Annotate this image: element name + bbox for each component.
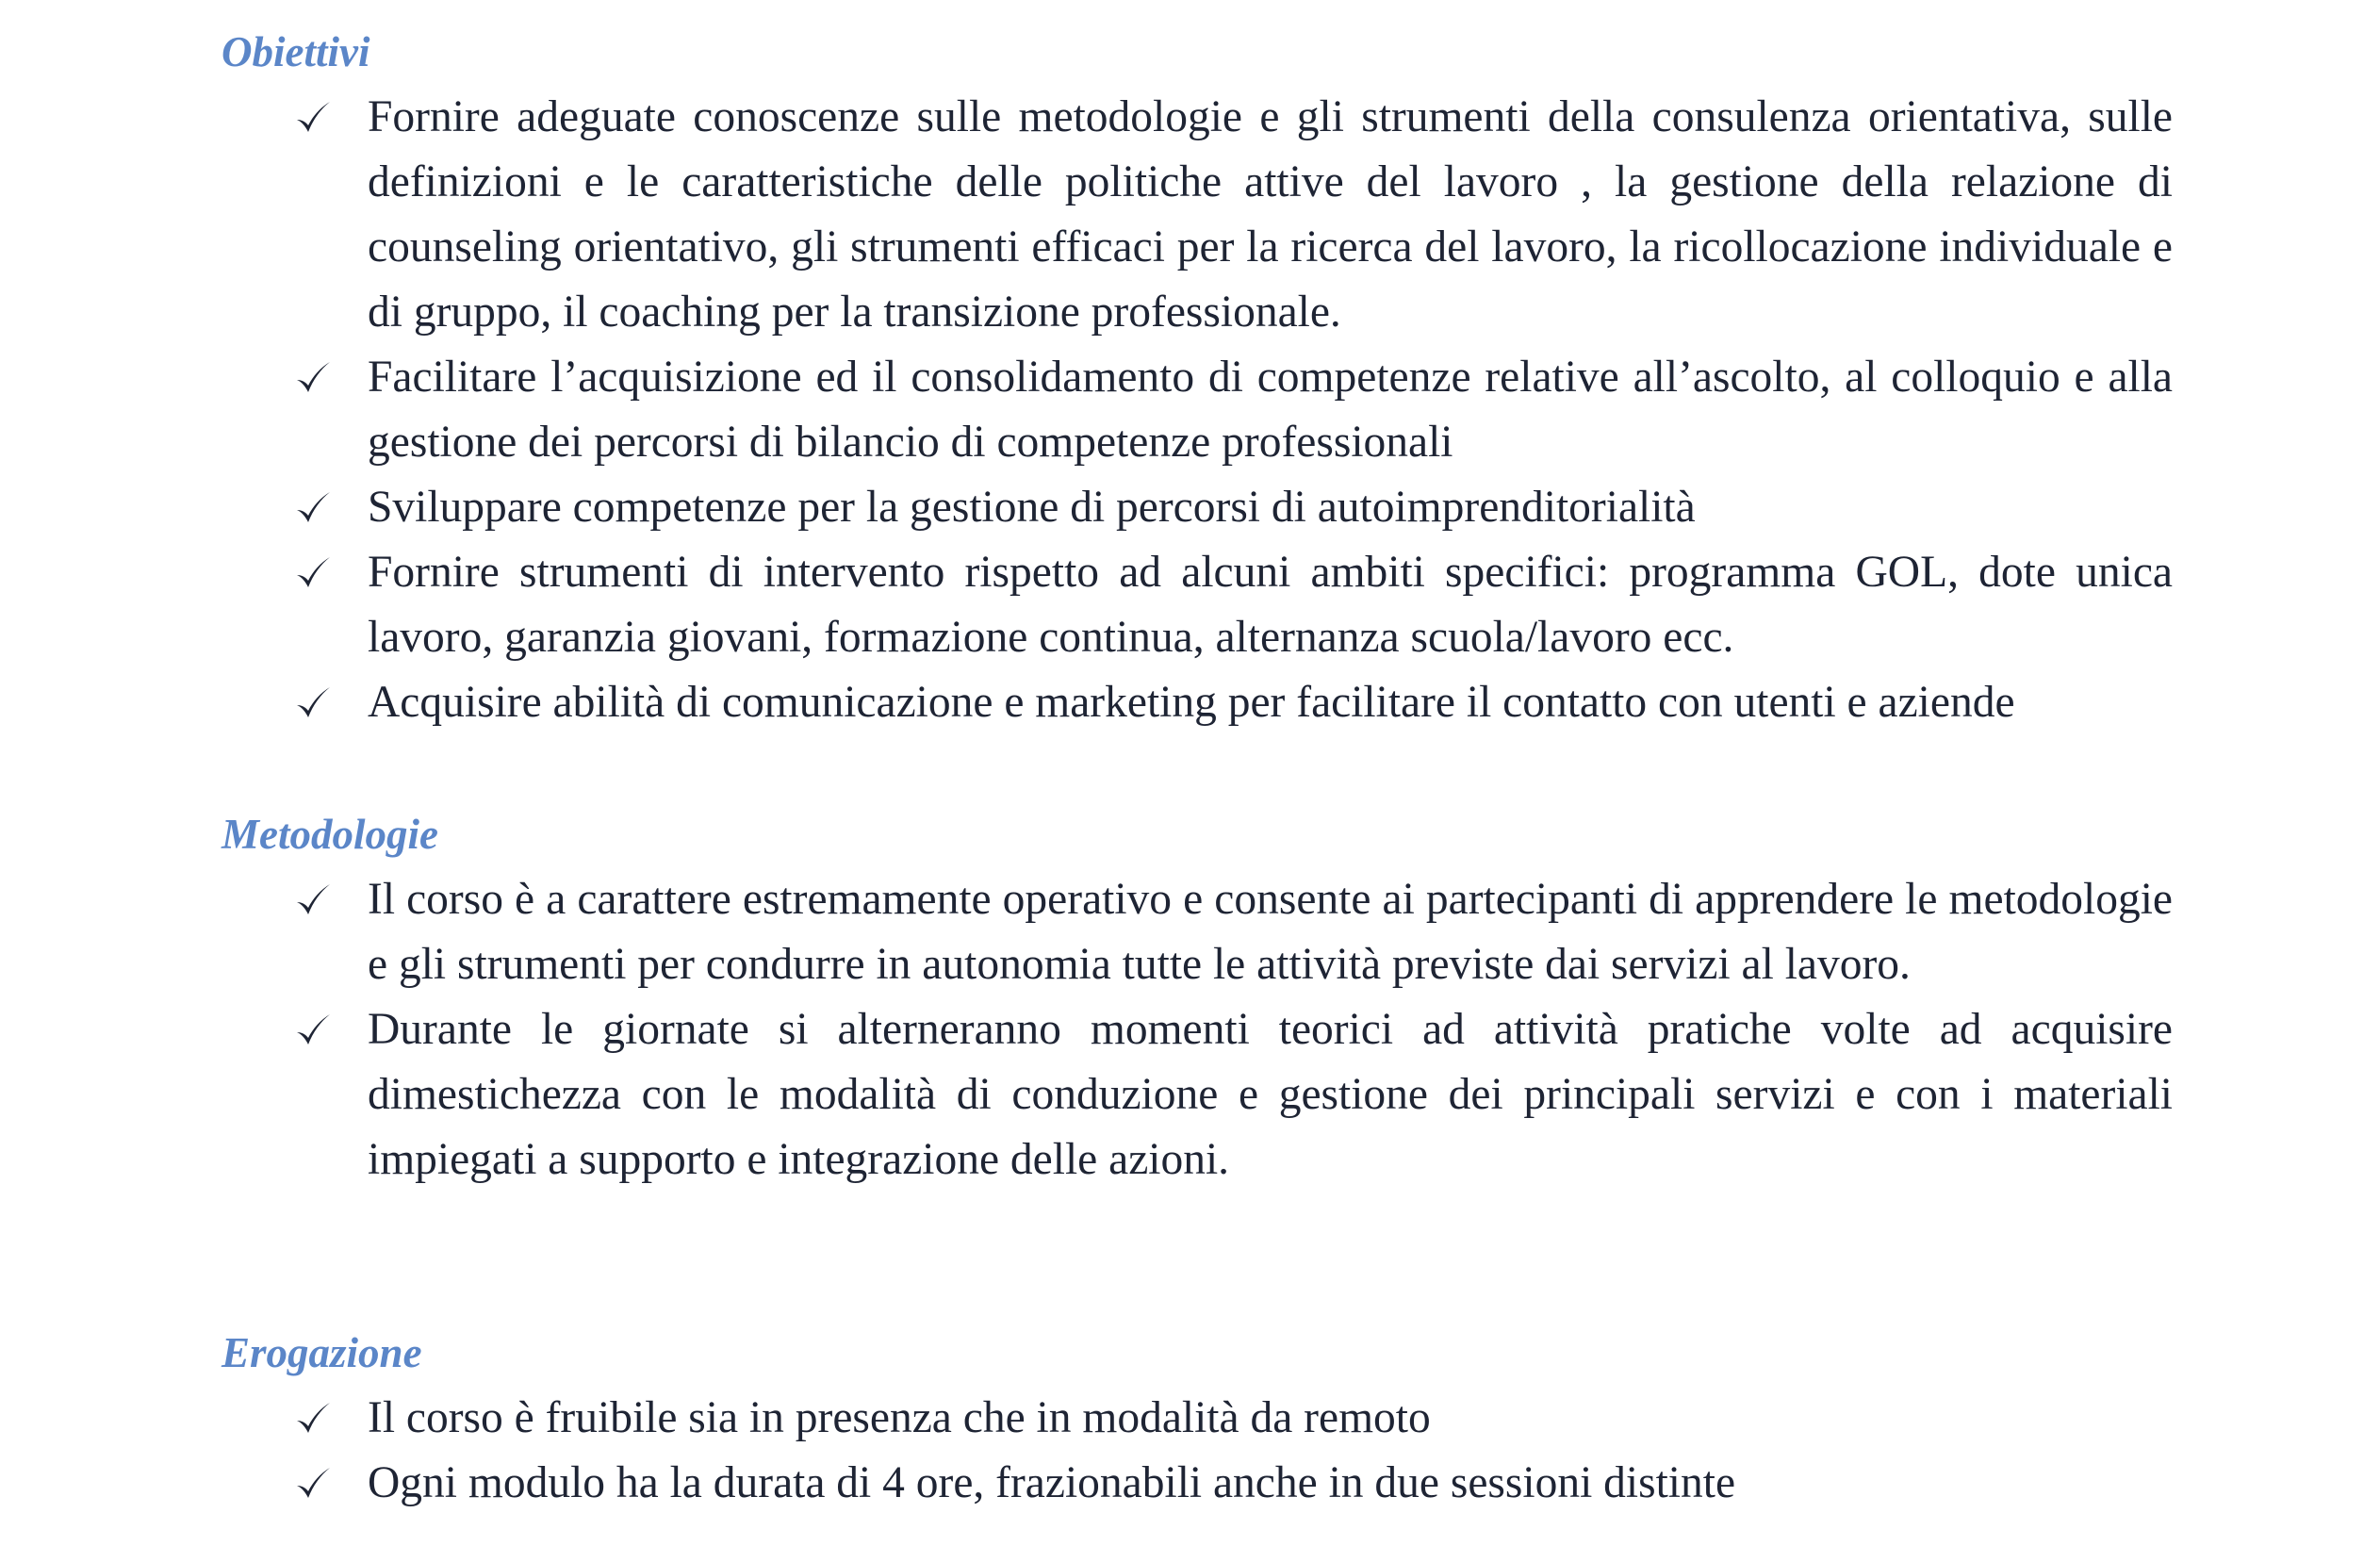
- checklist: [222, 85, 2173, 735]
- section-title: Metodologie: [222, 811, 438, 858]
- checkmark-icon: [294, 475, 337, 540]
- checklist: [222, 867, 2173, 1192]
- checkmark-icon: [294, 997, 337, 1062]
- list-item-text: Sviluppare competenze per la gestione di percorsi di autoimprenditorialità: [368, 483, 1696, 532]
- list-item-text: Durante le giornate si alterneranno momenti teorici ad attività pratiche volte ad acquisire dimestichezza con le modalità di conduzione e gestione dei principali servizi e con i materiali impiegati a supporto e integrazione delle azioni.: [368, 1005, 2173, 1184]
- list-item-text: Acquisire abilità di comunicazione e marketing per facilitare il contatto con utenti e aziende: [368, 678, 2015, 727]
- checkmark-icon: [294, 540, 337, 605]
- list-item: [222, 345, 2173, 475]
- list-item: [222, 540, 2173, 670]
- section-metodologie: [222, 801, 2173, 1192]
- section-erogazione: [222, 1320, 2173, 1516]
- list-item-text: Il corso è fruibile sia in presenza che in modalità da remoto: [368, 1393, 1431, 1442]
- list-item: [222, 997, 2173, 1192]
- list-item-text: Facilitare l’acquisizione ed il consolidamento di competenze relative all’ascolto, al colloquio e alla gestione dei percorsi di bilancio di competenze professionali: [368, 353, 2173, 467]
- section-title: Erogazione: [222, 1329, 422, 1376]
- checkmark-icon: [294, 1386, 337, 1451]
- checklist: [222, 1386, 2173, 1516]
- section-title: Obiettivi: [222, 28, 370, 75]
- list-item-text: Il corso è a carattere estremamente operativo e consente ai partecipanti di apprendere le metodologie e gli strumenti per condurre in autonomia tutte le attività previste dai servizi al lavoro.: [368, 875, 2173, 989]
- list-item: [222, 1386, 2173, 1451]
- checkmark-icon: [294, 1451, 337, 1516]
- list-item: [222, 475, 2173, 540]
- list-item-text: Fornire strumenti di intervento rispetto ad alcuni ambiti specifici: programma GOL, dote unica lavoro, garanzia giovani, formazione continua, alternanza scuola/lavoro ecc.: [368, 548, 2173, 662]
- list-item: [222, 867, 2173, 997]
- checkmark-icon: [294, 85, 337, 150]
- list-item: [222, 1451, 2173, 1516]
- list-item-text: Fornire adeguate conoscenze sulle metodologie e gli strumenti della consulenza orientativa, sulle definizioni e le caratteristiche delle politiche attive del lavoro , la gestione della relazione di counseling orientativo, gli strumenti efficaci per la ricerca del lavoro, la ricollocazione individuale e di gruppo, il coaching per la transizione professionale.: [368, 92, 2173, 337]
- list-item-text: Ogni modulo ha la durata di 4 ore, frazionabili anche in due sessioni distinte: [368, 1458, 1736, 1507]
- list-item: [222, 85, 2173, 345]
- section-obiettivi: [222, 19, 2173, 735]
- checkmark-icon: [294, 345, 337, 410]
- checkmark-icon: [294, 670, 337, 735]
- checkmark-icon: [294, 867, 337, 932]
- list-item: [222, 670, 2173, 735]
